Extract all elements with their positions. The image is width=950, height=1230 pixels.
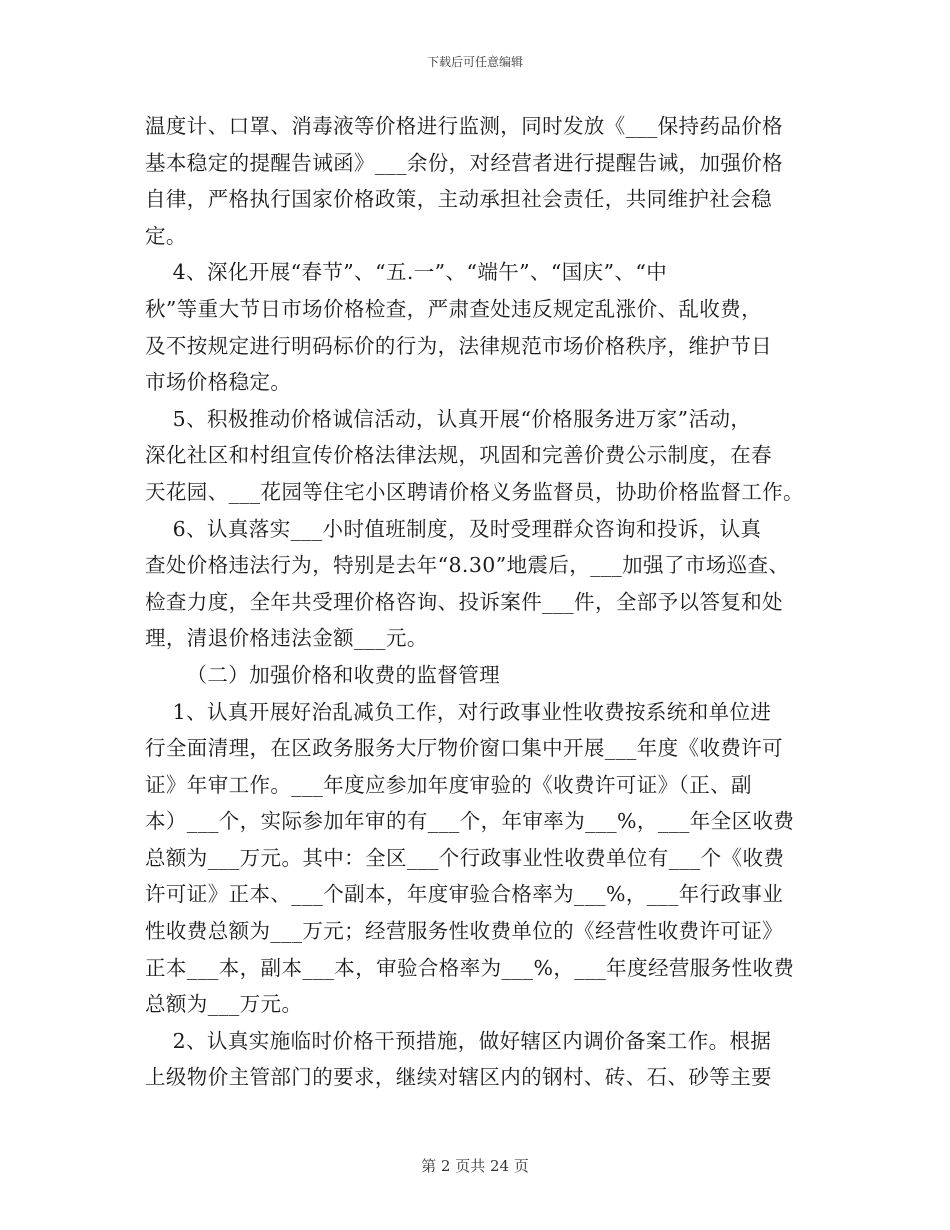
text-line: 理，清退价格违法金额___元。 <box>145 626 428 651</box>
page-header-note: 下载后可任意编辑 <box>426 55 523 69</box>
text-line: 基本稳定的提醒告诫函》___余份，对经营者进行提醒告诫，加强价格 <box>145 150 784 175</box>
text-line: 许可证》正本、___个副本，年度审验合格率为___%，___年行政事业 <box>145 882 784 907</box>
text-line: 深化社区和村组宣传价格法律法规，巩固和完善价费公示制度，在春 <box>145 443 772 468</box>
text-line: 6、认真落实___小时值班制度，及时受理群众咨询和投诉，认真 <box>145 516 762 541</box>
text-line: 秋”等重大节日市场价格检查，严肃查处违反规定乱涨价、乱收费， <box>145 296 762 321</box>
text-line: 定。 <box>145 223 187 248</box>
text-line: 自律，严格执行国家价格政策，主动承担社会责任，共同维护社会稳 <box>145 187 772 212</box>
page-number-footer: 第 2 页共 24 页 <box>421 1157 529 1175</box>
text-line: 天花园、___花园等住宅小区聘请价格义务监督员，协助价格监督工作。 <box>145 479 804 504</box>
text-line: 1、认真开展好治乱减负工作，对行政事业性收费按系统和单位进 <box>145 699 772 724</box>
section-heading: （二）加强价格和收费的监督管理 <box>145 662 500 687</box>
text-line: 4、深化开展“春节”、“五.一”、“端午”、“国庆”、“中 <box>145 260 668 285</box>
text-line: 总额为___万元。其中：全区___个行政事业性收费单位有___个《收费 <box>145 845 785 870</box>
text-line: 证》年审工作。___年度应参加年度审验的《收费许可证》（正、副 <box>145 772 752 797</box>
document-body <box>145 108 805 1096</box>
text-line: 行全面清理，在区政务服务大厅物价窗口集中开展___年度《收费许可 <box>145 736 784 761</box>
text-line: 查处价格违法行为，特别是去年“8.30”地震后，___加强了市场巡查、 <box>145 553 790 578</box>
text-line: 本）___个，实际参加年审的有___个，年审率为___%，___年全区收费 <box>145 809 795 834</box>
text-line: 检查力度，全年共受理价格咨询、投诉案件___件，全部予以答复和处 <box>145 589 784 614</box>
text-line: 5、积极推动价格诚信活动，认真开展“价格服务进万家”活动， <box>145 406 752 431</box>
text-line: 性收费总额为___万元；经营服务性收费单位的《经营性收费许可证》 <box>145 919 784 944</box>
text-line: 2、认真实施临时价格干预措施，做好辖区内调价备案工作。根据 <box>145 1028 772 1053</box>
text-line: 及不按规定进行明码标价的行为，法律规范市场价格秩序，维护节日 <box>145 333 772 358</box>
text-line: 正本___本，副本___本，审验合格率为___%，___年度经营服务性收费 <box>145 955 795 980</box>
text-line: 市场价格稳定。 <box>145 370 292 395</box>
text-line: 总额为___万元。 <box>145 992 303 1017</box>
text-line: 温度计、口罩、消毒液等价格进行监测，同时发放《___保持药品价格 <box>145 114 784 138</box>
text-line: 上级物价主管部门的要求，继续对辖区内的钢村、砖、石、砂等主要 <box>145 1065 772 1090</box>
